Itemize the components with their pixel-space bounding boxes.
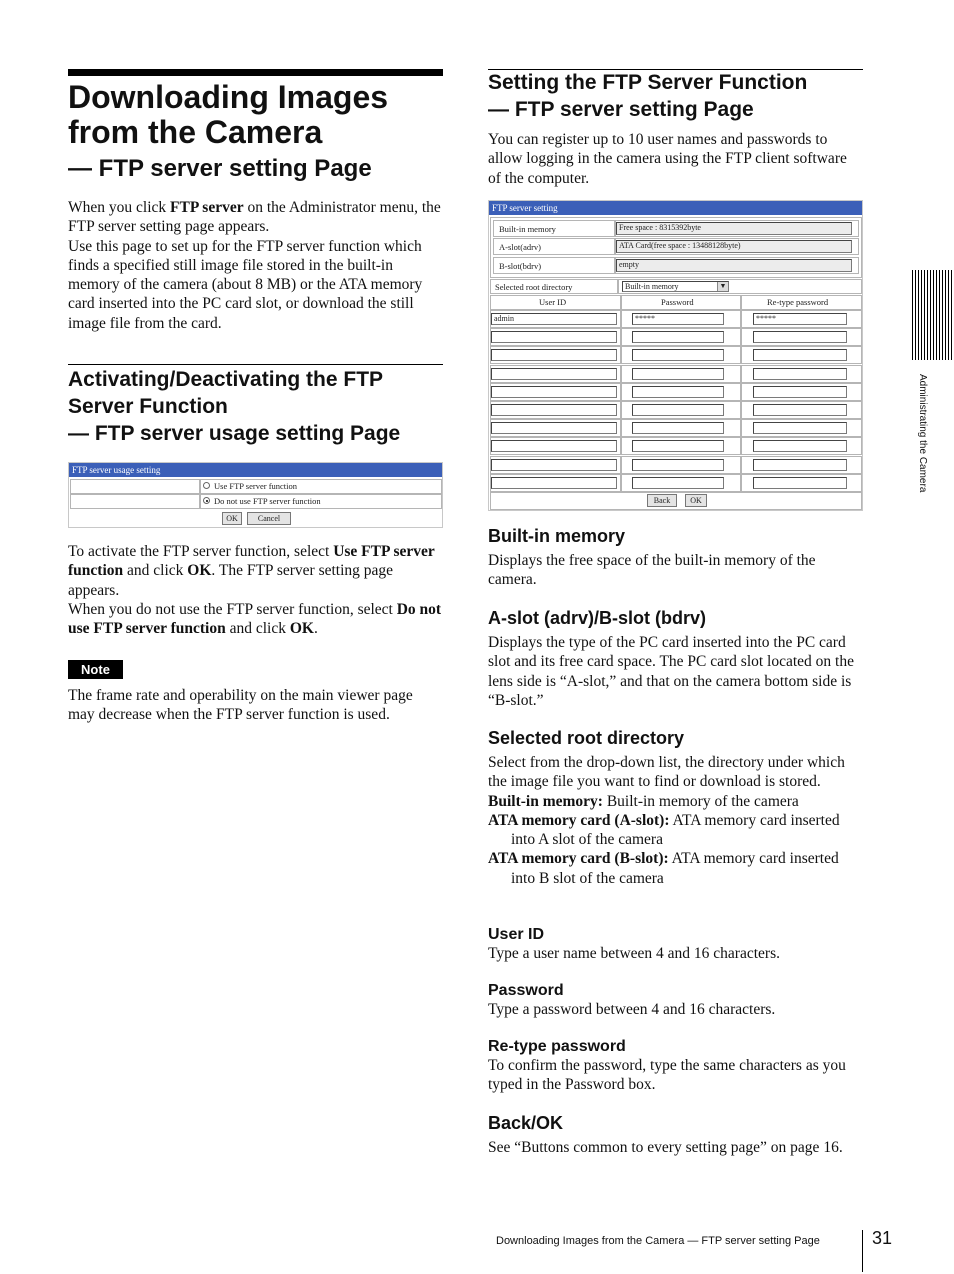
ftp-setting-title: FTP server setting xyxy=(489,201,862,215)
usage-cancel-button[interactable]: Cancel xyxy=(247,512,291,525)
password-input[interactable] xyxy=(632,459,724,471)
retype-password-input[interactable] xyxy=(753,349,847,361)
page-title xyxy=(68,80,448,150)
retype-password-input[interactable] xyxy=(753,368,847,380)
userid-text: Type a user name between 4 and 16 characters. xyxy=(488,945,780,962)
user-id-input[interactable] xyxy=(491,386,617,398)
slots-text: Displays the type of the PC card inserted into the PC card slot and its free card space. The PC card slot located on the lens side is “A-slot,” and that on the camera bottom side is “B-slot.” xyxy=(488,634,854,709)
backok-text: See “Buttons common to every setting page” on page 16. xyxy=(488,1139,843,1156)
note-label: Note xyxy=(68,660,123,679)
password-input[interactable] xyxy=(632,440,724,452)
section-rule xyxy=(68,364,443,365)
side-tab-label: Administrating the Camera xyxy=(917,374,928,493)
ok-button[interactable]: OK xyxy=(685,494,707,507)
section-heading-activate: Activating/Deactivating the FTP Server Function — FTP server usage setting Page xyxy=(68,368,401,445)
root-item-builtin: Built-in memory: Built-in memory of the camera xyxy=(488,792,799,810)
password-input[interactable] xyxy=(632,368,724,380)
activate-text xyxy=(68,542,443,638)
user-id-input[interactable]: admin xyxy=(491,313,617,325)
radio-no-ftp[interactable] xyxy=(203,497,210,504)
retype-password-input[interactable] xyxy=(753,459,847,471)
backok-heading: Back/OK xyxy=(488,1113,564,1133)
aslot-label: A-slot(adrv) xyxy=(499,242,542,252)
usage-row2-left xyxy=(70,494,200,509)
password-input[interactable] xyxy=(632,386,724,398)
retype-password-input[interactable] xyxy=(753,422,847,434)
radio-use-ftp[interactable] xyxy=(203,482,210,489)
page-number: 31 xyxy=(872,1228,893,1248)
page-subtitle: — FTP server setting Page xyxy=(68,155,372,182)
password-text: Type a password between 4 and 16 characters. xyxy=(488,1001,776,1018)
user-id-input[interactable] xyxy=(491,422,617,434)
retype-password-input[interactable] xyxy=(753,331,847,343)
root-directory-value: Built-in memory xyxy=(625,282,679,291)
builtin-text: Displays the free space of the built-in memory of the camera. xyxy=(488,552,816,589)
password-input[interactable] xyxy=(632,422,724,434)
title-bar-rule xyxy=(68,69,443,76)
page-title-line2: from the Camera xyxy=(68,114,323,150)
retype-password-input[interactable] xyxy=(753,440,847,452)
user-id-input[interactable] xyxy=(491,477,617,489)
password-input[interactable] xyxy=(632,349,724,361)
intro-text xyxy=(68,198,443,333)
root-directory-select[interactable] xyxy=(622,281,729,292)
password-input[interactable]: ***** xyxy=(632,313,724,325)
footer-text: Downloading Images from the Camera — FTP server setting Page xyxy=(496,1235,820,1247)
note-text: The frame rate and operability on the main viewer page may decrease when the FTP server function is used. xyxy=(68,687,413,724)
radio-no-ftp-label: Do not use FTP server function xyxy=(214,496,321,506)
user-id-input[interactable] xyxy=(491,404,617,416)
bslot-value-field: empty xyxy=(616,259,852,272)
root-label: Selected root directory xyxy=(495,282,573,292)
userid-heading: User ID xyxy=(488,926,545,943)
radio-use-ftp-label: Use FTP server function xyxy=(214,481,298,491)
retype-password-input[interactable] xyxy=(753,477,847,489)
side-tab-lines xyxy=(912,270,954,360)
slots-heading: A-slot (adrv)/B-slot (bdrv) xyxy=(488,608,706,628)
setting-intro: You can register up to 10 user names and passwords to allow logging in the camera using the FTP client software of the computer. xyxy=(488,131,847,187)
col-user-header: User ID xyxy=(539,297,567,307)
section-heading-setting: Setting the FTP Server Function — FTP server setting Page xyxy=(488,71,808,121)
root-heading: Selected root directory xyxy=(488,728,685,748)
root-item-bslot: ATA memory card (B-slot): ATA memory card inserted into B slot of the camera xyxy=(488,850,839,887)
retype-password-input[interactable] xyxy=(753,404,847,416)
bslot-label: B-slot(bdrv) xyxy=(499,261,542,271)
retype-password-input[interactable] xyxy=(753,386,847,398)
password-input[interactable] xyxy=(632,331,724,343)
user-id-input[interactable] xyxy=(491,368,617,380)
root-text xyxy=(488,753,863,888)
password-input[interactable] xyxy=(632,477,724,489)
aslot-value-field: ATA Card(free space : 13488128byte) xyxy=(616,240,852,253)
ftp-setting-screenshot xyxy=(488,200,863,511)
user-id-input[interactable] xyxy=(491,349,617,361)
activate-para: To activate the FTP server function, select Use FTP server function and click OK. The FTP server setting page appears. xyxy=(68,543,435,599)
intro-para-1: When you click FTP server on the Administrator menu, the FTP server setting page appears. xyxy=(68,199,441,236)
user-id-input[interactable] xyxy=(491,331,617,343)
root-desc: Select from the drop-down list, the directory under which the image file you want to find or download is stored. xyxy=(488,754,845,791)
chevron-down-icon[interactable]: ▼ xyxy=(717,282,728,291)
password-input[interactable] xyxy=(632,404,724,416)
usage-setting-title: FTP server usage setting xyxy=(69,463,442,477)
usage-row1-left xyxy=(70,479,200,494)
root-item-aslot: ATA memory card (A-slot): ATA memory card inserted into A slot of the camera xyxy=(488,811,840,849)
page-title-line1: Downloading Images xyxy=(68,79,389,115)
col-retype-header: Re-type password xyxy=(767,297,829,307)
retype-password-input[interactable]: ***** xyxy=(753,313,847,325)
col-pass-header: Password xyxy=(661,297,694,307)
user-id-input[interactable] xyxy=(491,459,617,471)
deactivate-para: When you do not use the FTP server function, select Do not use FTP server function and click OK. xyxy=(68,600,442,638)
retype-heading: Re-type password xyxy=(488,1038,626,1055)
usage-ok-button[interactable]: OK xyxy=(222,512,242,525)
builtin-heading: Built-in memory xyxy=(488,526,626,546)
footer-divider xyxy=(862,1230,863,1272)
back-button[interactable]: Back xyxy=(647,494,677,507)
intro-para-2: Use this page to set up for the FTP server function which finds a specified still image file stored in the built-in memory of the camera (about 8 MB) or the ATA memory card inserted into the PC card slot, or download the still image file from the card. xyxy=(68,237,423,332)
builtin-value-field: Free space : 8315392byte xyxy=(616,222,852,235)
retype-text: To confirm the password, type the same characters as you typed in the Password box. xyxy=(488,1057,846,1094)
user-id-input[interactable] xyxy=(491,440,617,452)
builtin-label: Built-in memory xyxy=(499,224,556,234)
password-heading: Password xyxy=(488,982,564,999)
usage-setting-screenshot xyxy=(68,462,443,528)
